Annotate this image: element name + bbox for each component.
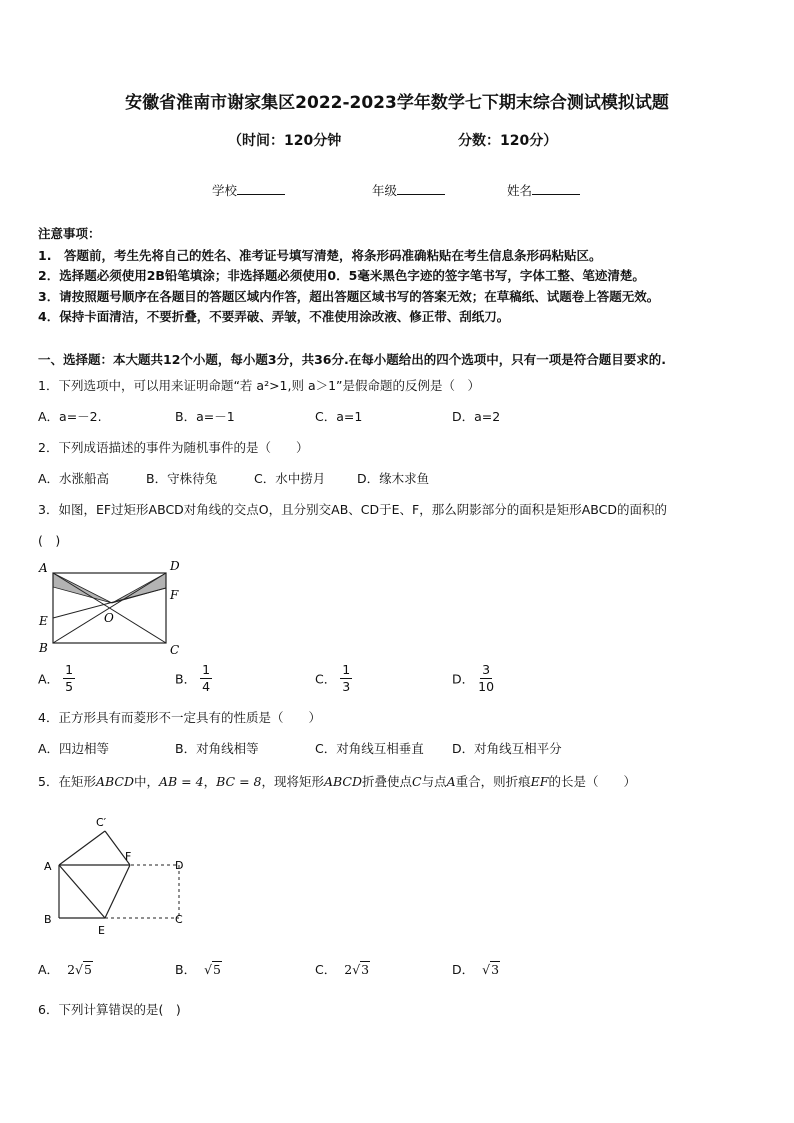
q5-label-f: F xyxy=(125,850,132,863)
q1-option-b: B．a=－1 xyxy=(175,409,235,424)
q5-edge-ac1 xyxy=(59,831,105,865)
q5-option-b: B． √5 xyxy=(175,962,221,977)
q5-label-b: B xyxy=(44,913,52,926)
q5-option-a: A． 2√5 xyxy=(38,962,92,977)
q2-option-c: C．水中捞月 xyxy=(254,471,326,486)
q2-option-b: B．守株待兔 xyxy=(146,471,218,486)
q3-label-c: C xyxy=(170,643,180,657)
q5-label-a: A xyxy=(44,860,52,873)
q4-option-c: C．对角线互相垂直 xyxy=(315,741,424,756)
exam-time: （时间：120分钟 xyxy=(228,133,342,149)
note-item: 2．选择题必须使用2B铅笔填涂；非选择题必须使用0．5毫米黑色字迹的签字笔书写，字体工整、笔迹清楚。 xyxy=(38,268,645,283)
school-label: 学校 xyxy=(212,183,238,198)
q1-option-d: D．a=2 xyxy=(452,409,501,424)
section-heading: 一、选择题：本大题共12个小题，每小题3分，共36分.在每小题给出的四个选项中，只有一项是符合题目要求的. xyxy=(38,352,666,367)
name-field xyxy=(507,181,580,199)
q5-label-c: C xyxy=(175,913,183,926)
q4-option-d: D．对角线互相平分 xyxy=(452,741,562,756)
q3-option-d: D． $\frac{3}{10}$ xyxy=(452,662,495,694)
q5-option-d: D． √3 xyxy=(452,962,500,977)
q3-shaded-left xyxy=(53,573,112,603)
name-blank xyxy=(532,182,580,195)
q5-fold-figure xyxy=(34,808,204,938)
q5-line-ae xyxy=(59,865,105,918)
q3-option-c: C． $\frac{1}{3}$ xyxy=(315,662,351,694)
q2-option-a: A．水涨船高 xyxy=(38,471,110,486)
school-blank xyxy=(237,182,285,195)
page-title: 安徽省淮南市谢家集区2022-2023学年数学七下期末综合测试模拟试题 xyxy=(125,93,669,113)
q5-label-d: D xyxy=(175,859,184,872)
q2-option-d: D．缘木求鱼 xyxy=(357,471,430,486)
name-label: 姓名 xyxy=(507,183,533,198)
q3-option-b: B． $\frac{1}{4}$ xyxy=(175,662,211,694)
question-3-paren: ( ) xyxy=(38,533,61,548)
note-item: 4．保持卡面清洁，不要折叠，不要弄破、弄皱，不准使用涂改液、修正带、刮纸刀。 xyxy=(38,309,510,324)
q5-label-e: E xyxy=(98,924,105,937)
grade-field xyxy=(372,181,445,199)
q3-label-f: F xyxy=(170,588,179,602)
q5-fold-ef xyxy=(105,865,130,918)
q3-option-a: A． $\frac{1}{5}$ xyxy=(38,662,74,694)
grade-blank xyxy=(397,182,445,195)
q3-rectangle-figure xyxy=(34,556,194,658)
q1-option-a: A．a=－2. xyxy=(38,409,102,424)
question-3-stem: 3．如图，EF过矩形ABCD对角线的交点O，且分别交AB、CD于E、F，那么阴影部分的面积是矩形ABCD的面积的 xyxy=(38,502,667,517)
q5-option-c: C． 2√3 xyxy=(315,962,370,977)
q3-label-d: D xyxy=(170,559,180,573)
q3-label-e: E xyxy=(39,614,48,628)
question-6-stem: 6．下列计算错误的是( ) xyxy=(38,1002,181,1017)
note-item: 3．请按照题号顺序在各题目的答题区域内作答，超出答题区域书写的答案无效；在草稿纸、试题卷上答题无效。 xyxy=(38,289,660,304)
exam-score: 分数：120分） xyxy=(458,133,558,149)
question-4-stem: 4．正方形具有而菱形不一定具有的性质是（ ） xyxy=(38,710,321,725)
q3-label-o: O xyxy=(104,611,114,625)
q5-label-c-prime: C′ xyxy=(96,816,107,829)
notes-heading: 注意事项： xyxy=(38,226,101,241)
question-1-stem: 1．下列选项中，可以用来证明命题“若 a²>1,则 a＞1”是假命题的反例是（ ） xyxy=(38,378,481,393)
school-field xyxy=(212,181,285,199)
note-item: 1. 答题前，考生先将自己的姓名、准考证号填写清楚，将条形码准确粘贴在考生信息条形码粘贴区。 xyxy=(38,248,602,263)
question-5-stem: 5．在矩形ABCD中，AB = 4，BC = 8，现将矩形ABCD折叠使点C与点A重合，则折痕EF的长是（ ） xyxy=(38,774,636,789)
q4-option-a: A．四边相等 xyxy=(38,741,110,756)
q4-option-b: B．对角线相等 xyxy=(175,741,259,756)
q3-label-a: A xyxy=(39,561,48,575)
q1-option-c: C．a=1 xyxy=(315,409,363,424)
question-2-stem: 2．下列成语描述的事件为随机事件的是（ ） xyxy=(38,440,309,455)
grade-label: 年级 xyxy=(372,183,398,198)
q3-label-b: B xyxy=(39,641,48,655)
